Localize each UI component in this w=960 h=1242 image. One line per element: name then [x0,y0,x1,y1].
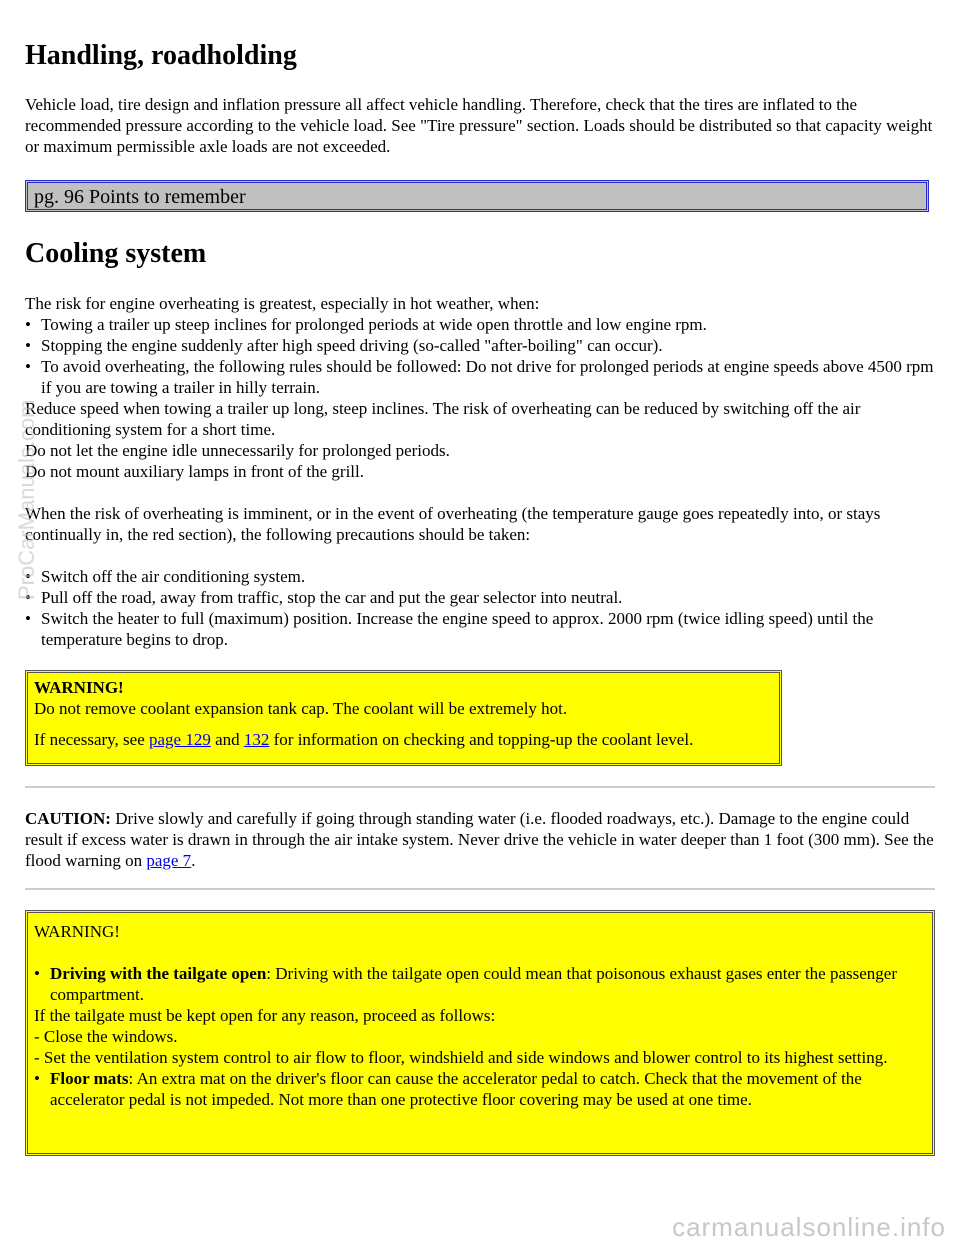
warning-title: WARNING! [34,922,120,941]
warning-box-coolant [25,670,782,766]
list-item: • Switch off the air conditioning system. [25,566,935,587]
warning-step: - Close the windows. [34,1027,178,1046]
list-item: • Pull off the road, away from traffic, stop the car and put the gear selector into neutral. [25,587,935,608]
section-title-handling: Handling, roadholding [25,40,297,71]
page-banner: pg. 96 Points to remember [25,180,929,212]
cooling-body [25,293,935,650]
warning-step: - Set the ventilation system control to air flow to floor, windshield and side windows and blower control to its highest setting. [34,1048,888,1067]
risk-paragraph: When the risk of overheating is imminent, or in the event of overheating (the temperature gauge goes repeatedly into, or stays continually in, the red section), the following precautions should be taken: [25,504,881,544]
caution-paragraph [25,808,935,871]
link-page-7[interactable]: page 7 [146,851,192,870]
watermark-side: ProCarManuals.com [14,399,39,600]
link-page-132[interactable]: 132 [243,730,270,749]
item-text: : Driving with the tailgate open could mean that poisonous exhaust gases enter the passenger compartment. [50,964,898,1004]
list-item [34,963,926,1005]
section-title-cooling: Cooling system [25,238,207,269]
list-item: • To avoid overheating, the following rules should be followed: Do not drive for prolonged periods at engine speeds above 4500 rpm if you are towing a trailer in hilly terrain. [25,356,935,398]
divider [25,786,935,788]
caution-end: . [191,851,196,870]
list-item: • Towing a trailer up steep inclines for prolonged periods at wide open throttle and low engine rpm. [25,314,935,335]
list-item [34,1068,926,1110]
rule-text: Do not mount auxiliary lamps in front of the grill. [25,462,365,481]
warning-title: WARNING! [34,678,124,697]
rule-text: Do not let the engine idle unnecessarily for prolonged periods. [25,441,450,460]
warning-ref-text: for information on checking and topping-up the coolant level. [269,730,694,749]
list-item: • Switch the heater to full (maximum) position. Increase the engine speed to approx. 2000 rpm (twice idling speed) until the temperature begins to drop. [25,608,935,650]
warning-ref-text: and [210,730,244,749]
warning-text: If the tailgate must be kept open for any reason, proceed as follows: [34,1006,496,1025]
item-label: Floor mats [50,1069,129,1088]
item-text: : An extra mat on the driver's floor can cause the accelerator pedal to catch. Check that the movement of the accelerator pedal is not impeded. Not more than one protective floor covering may be used at one time. [50,1069,862,1109]
rule-text: Reduce speed when towing a trailer up long, steep inclines. The risk of overheating can be reduced by switching off the air conditioning system for a short time. [25,399,861,439]
warning-text: Do not remove coolant expansion tank cap. The coolant will be extremely hot. [34,699,568,718]
caution-text: Drive slowly and carefully if going through standing water (i.e. flooded roadways, etc.). Damage to the engine could result if excess water is drawn in through the air intake system. Never drive the vehicle in water deeper than 1 foot (300 mm). See the flood warning on [25,809,934,870]
handling-paragraph: Vehicle load, tire design and inflation pressure all affect vehicle handling. Therefore, check that the tires are inflated to the recommended pressure according to the vehicle load. See "Tire pressure" section. Loads should be distributed so that capacity weight or maximum permissible axle loads are not exceeded. [25,95,933,156]
list-item: • Stopping the engine suddenly after high speed driving (so-called "after-boiling" can occur). [25,335,935,356]
cooling-intro: The risk for engine overheating is greatest, especially in hot weather, when: [25,294,540,313]
warning-reference [34,729,773,750]
item-label: Driving with the tailgate open [50,964,267,983]
link-page-129[interactable]: page 129 [149,730,211,749]
warning-ref-text: If necessary, see [34,730,149,749]
divider [25,888,935,890]
warning-box-tailgate [25,910,935,1156]
caution-label: CAUTION: [25,809,111,828]
watermark-bottom: carmanualsonline.info [672,1212,946,1242]
